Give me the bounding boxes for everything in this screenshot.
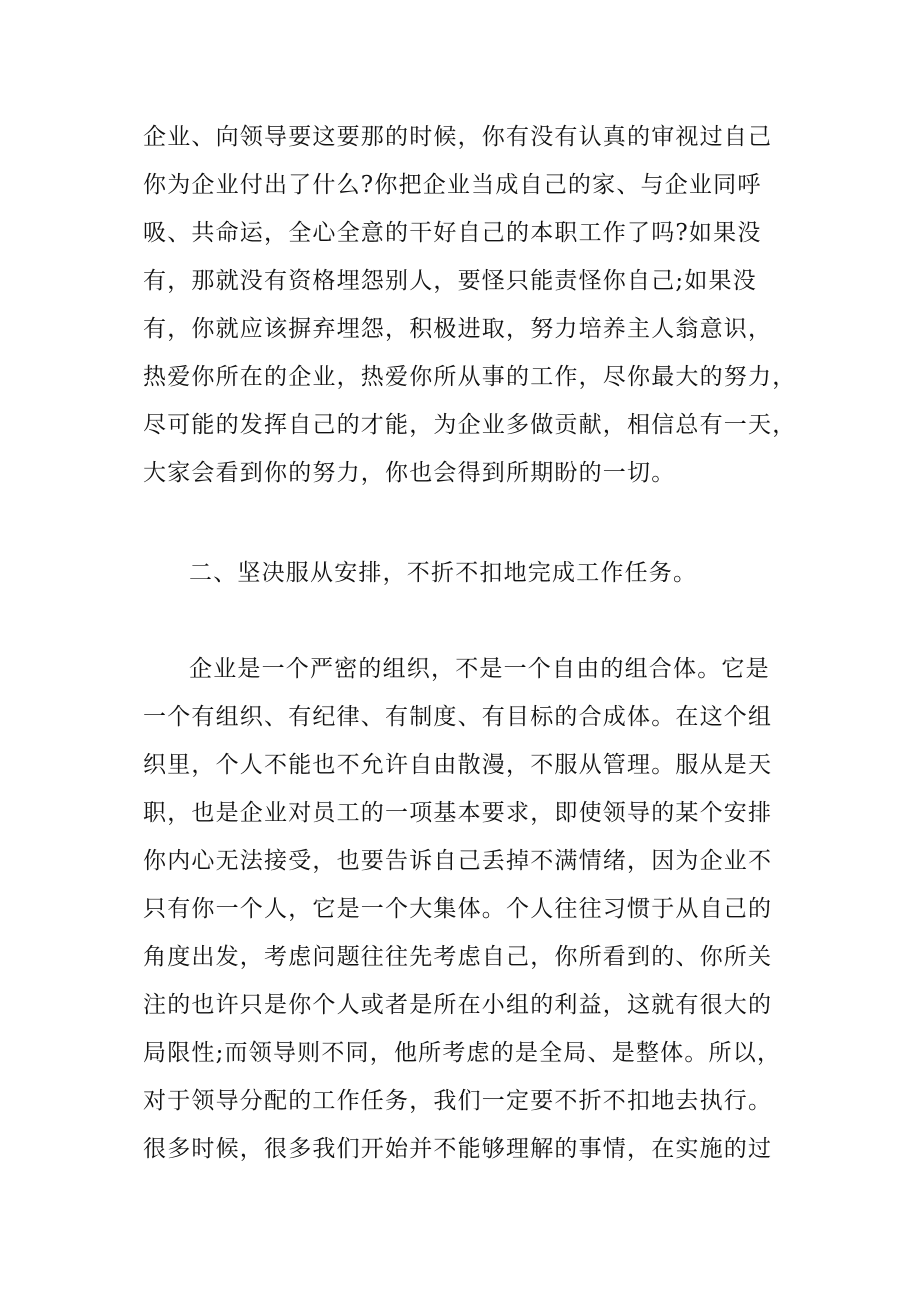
text-line: 织里，个人不能也不允许自由散漫，不服从管理。服从是天 <box>143 752 773 778</box>
text-line: 吸、共命运，全心全意的干好自己的本职工作了吗?如果没 <box>143 220 762 246</box>
paragraph-1 <box>143 113 803 497</box>
text-line: 很多时候，很多我们开始并不能够理解的事情，在实施的过 <box>143 1136 773 1162</box>
text-line: 局限性;而领导则不同，他所考虑的是全局、是整体。所以， <box>143 1040 782 1066</box>
text-line: 你为企业付出了什么?你把企业当成自己的家、与企业同呼 <box>143 172 762 198</box>
text-line: 注的也许只是你个人或者是所在小组的利益，这就有很大的 <box>143 992 773 1018</box>
text-line: 角度出发，考虑问题往往先考虑自己，你所看到的、你所关 <box>143 944 773 970</box>
text-line: 大家会看到你的努力，你也会得到所期盼的一切。 <box>143 460 676 486</box>
section-heading-text: 二、坚决服从安排，不折不扣地完成工作任务。 <box>189 560 698 586</box>
section-heading <box>143 549 803 597</box>
text-line: 有，你就应该摒弃埋怨，积极进取，努力培养主人翁意识， <box>143 316 773 342</box>
text-line: 你内心无法接受，也要告诉自己丢掉不满情绪，因为企业不 <box>143 848 773 874</box>
text-line: 有，那就没有资格埋怨别人，要怪只能责怪你自己;如果没 <box>143 268 757 294</box>
text-line: 尽可能的发挥自己的才能，为企业多做贡献，相信总有一天， <box>143 412 797 438</box>
text-line: 热爱你所在的企业，热爱你所从事的工作，尽你最大的努力， <box>143 364 797 390</box>
text-line: 只有你一个人，它是一个大集体。个人往往习惯于从自己的 <box>143 896 773 922</box>
text-line: 企业、向领导要这要那的时候，你有没有认真的审视过自己 <box>143 124 773 150</box>
text-line: 对于领导分配的工作任务，我们一定要不折不扣地去执行。 <box>143 1088 773 1114</box>
text-line: 企业是一个严密的组织，不是一个自由的组合体。它是 <box>189 656 770 682</box>
text-line: 职，也是企业对员工的一项基本要求，即使领导的某个安排 <box>143 800 773 826</box>
paragraph-2 <box>143 645 803 1173</box>
text-line: 一个有组织、有纪律、有制度、有目标的合成体。在这个组 <box>143 704 773 730</box>
